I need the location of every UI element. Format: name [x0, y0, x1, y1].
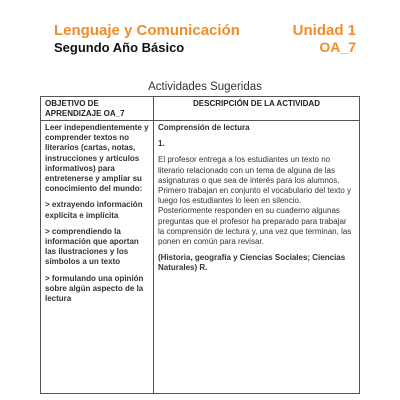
- objective-item-3: > formulando una opinión sobre algún aspecto de la lectura: [45, 273, 144, 304]
- table-header-row: [41, 97, 360, 121]
- objective-item-2: > comprendiendo la información que aportan las ilustraciones y los símbolos a un texto: [45, 226, 139, 267]
- document-header: [54, 22, 356, 56]
- objective-code: OA_7: [319, 39, 356, 55]
- section-title: Actividades Sugeridas: [148, 81, 262, 93]
- subject-title: Lenguaje y Comunicación: [54, 22, 240, 39]
- activity-subjects: (Historia, geografía y Ciencias Sociales; Ciencias Naturales) R.: [158, 253, 346, 273]
- unit-label: Unidad 1: [292, 22, 356, 39]
- objective-column-header: OBJETIVO DE APRENDIZAJE OA_7: [41, 97, 154, 121]
- table-row: [41, 121, 360, 394]
- activities-table: [40, 96, 360, 394]
- activity-description: El profesor entrega a los estudiantes un texto no literario relacionado con un tema de alguna de las asignaturas o que sea de interés para los alumnos. Primero trabajan en conjunto el vocabulario del texto y luego los estudiantes lo leen en silencio. Posteriormente responden en su cuaderno algunas preguntas que el profesor ha preparado para trabajar la comprensión de lectura y, una vez que terminan, las ponen en común para revisar.: [158, 155, 352, 247]
- activity-title: Comprensión de lectura: [158, 123, 250, 132]
- objective-item-1: > extrayendo información explícita e implícita: [45, 200, 143, 220]
- header-row-1: [54, 22, 356, 39]
- objective-text: Leer independientemente y comprender textos no literarios (cartas, notas, instrucciones y artículos informativos) para entretenerse y ampliar su conocimiento del mundo:: [45, 123, 149, 194]
- header-row-2: [54, 39, 356, 56]
- activity-number: 1.: [158, 139, 165, 149]
- activity-cell: [154, 121, 360, 394]
- activity-column-header: DESCRIPCIÓN DE LA ACTIVIDAD: [154, 97, 360, 121]
- objective-cell: [41, 121, 154, 394]
- grade-label: Segundo Año Básico: [54, 40, 185, 55]
